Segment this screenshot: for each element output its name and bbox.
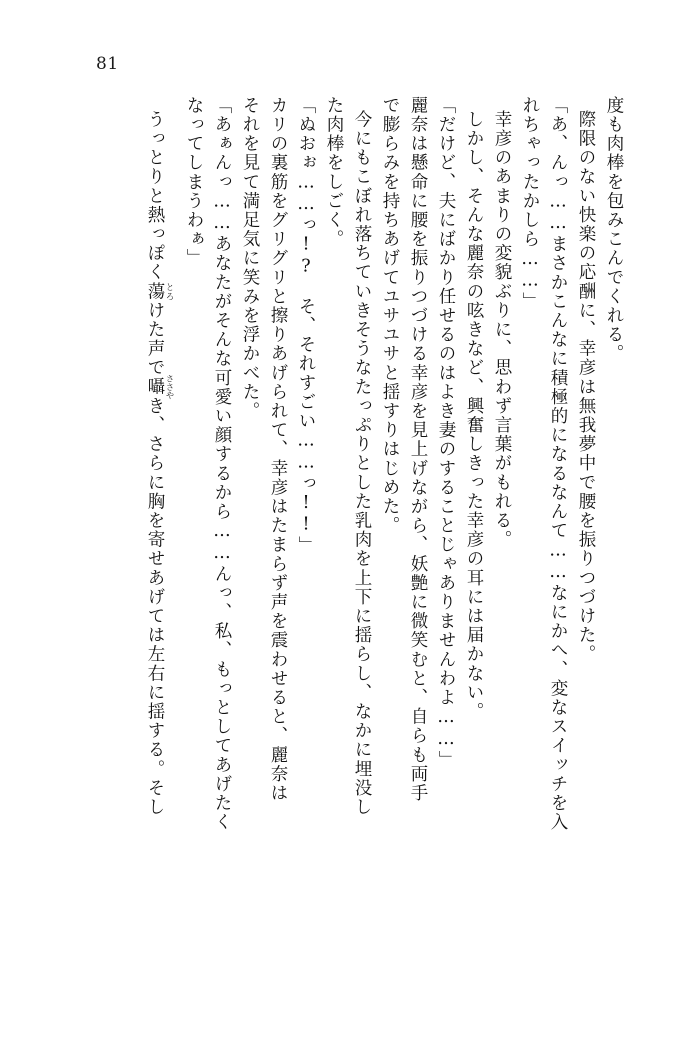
text-column: なってしまうわぁ」 <box>184 96 204 268</box>
text-column: 度も肉棒を包みこんでくれる。 <box>604 96 624 364</box>
text-column: カリの裏筋をグリグリと擦りあげられて、幸彦はたまらず声を震わせると、麗奈は <box>268 96 288 803</box>
text-column: 「ぬおぉ……っ!? そ、それすごい……っ!!」 <box>296 96 316 556</box>
text-column: それを見て満足気に笑みを浮かべた。 <box>240 96 260 421</box>
text-column: 「あ、んっ……まさかこんなに積極的になるなんて……なにかへ、変なスイッチを入 <box>548 96 568 832</box>
text-column: た肉棒をしごく。 <box>324 96 344 249</box>
text-column: 今にもこぼれ落ちていきそうなたっぷりとした乳肉を上下に揺らし、なかに埋没し <box>352 110 372 817</box>
text-column: 幸彦のあまりの変貌ぶりに、思わず言葉がもれる。 <box>492 110 512 550</box>
text-column: 麗奈は懸命に腰を振りつづける幸彦を見上げながら、妖艶に微笑むと、自らも両手 <box>408 96 428 803</box>
page-number: 81 <box>96 54 119 74</box>
text-column: れちゃったかしら……」 <box>520 96 540 312</box>
text-column: うっとりと熱っぽく蕩 とろけた声で囁 ささやき、さらに胸を寄せあげては左右に揺する。そし <box>145 110 174 817</box>
text-column: で膨らみを持ちあげてユサユサと揺すりはじめた。 <box>380 96 400 536</box>
text-column: しかし、そんな麗奈の呟きなど、興奮しきった幸彦の耳には届かない。 <box>464 110 484 722</box>
vertical-text-body <box>135 96 622 976</box>
text-column: 「だけど、夫にばかり任せるのはよき妻のすることじゃありませんわよ……」 <box>436 96 456 770</box>
text-column: 「あぁんっ……あなたがそんな可愛い顔するから……んっ、私、もっとしてあげたく <box>212 96 232 832</box>
text-column: 際限のない快楽の応酬に、幸彦は無我夢中で腰を振りつづけた。 <box>576 110 596 664</box>
